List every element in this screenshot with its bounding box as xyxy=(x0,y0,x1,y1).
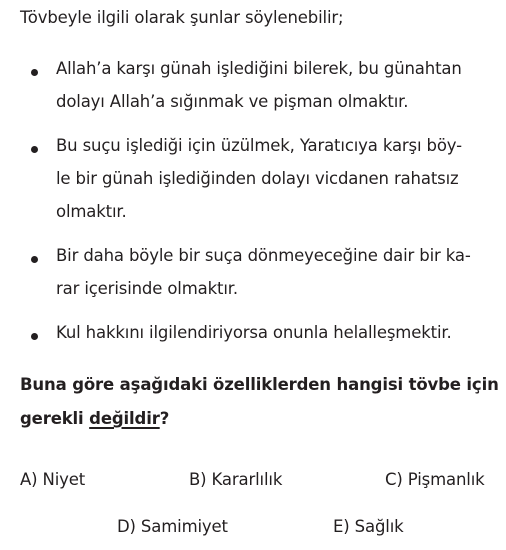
question-stem-line-2 xyxy=(20,408,169,430)
bullet-dot-4 xyxy=(31,333,38,340)
option-b[interactable]: B) Kararlılık xyxy=(189,470,283,489)
question-stem-suffix: ? xyxy=(159,409,170,428)
bullet-2-line-2: le bir günah işlediğinden dolayı vicdanen rahatsız xyxy=(56,169,459,188)
question-negation-word: değildir xyxy=(89,409,160,428)
option-a[interactable]: A) Niyet xyxy=(20,470,86,489)
option-c[interactable]: C) Pişmanlık xyxy=(385,470,485,489)
bullet-3-line-2: rar içerisinde olmaktır. xyxy=(56,279,238,298)
bullet-4-line-1: Kul hakkını ilgilendiriyorsa onunla helalleşmektir. xyxy=(56,323,452,342)
bullet-dot-2 xyxy=(31,146,38,153)
bullet-2-line-3: olmaktır. xyxy=(56,202,127,221)
bullet-dot-1 xyxy=(31,69,38,76)
bullet-2-line-1: Bu suçu işlediği için üzülmek, Yaratıcıya karşı böy- xyxy=(56,136,462,155)
intro-text: Tövbeyle ilgili olarak şunlar söylenebilir; xyxy=(20,8,344,27)
bullet-1-line-2: dolayı Allah’a sığınmak ve pişman olmaktır. xyxy=(56,92,409,111)
question-stem-line-1: Buna göre aşağıdaki özelliklerden hangisi tövbe için xyxy=(20,375,499,394)
bullet-3-line-1: Bir daha böyle bir suça dönmeyeceğine dair bir ka- xyxy=(56,246,471,265)
option-e[interactable]: E) Sağlık xyxy=(333,517,404,536)
bullet-dot-3 xyxy=(31,256,38,263)
bullet-1-line-1: Allah’a karşı günah işlediğini bilerek, bu günahtan xyxy=(56,59,462,78)
question-stem-prefix: gerekli xyxy=(20,409,90,428)
option-d[interactable]: D) Samimiyet xyxy=(117,517,228,536)
